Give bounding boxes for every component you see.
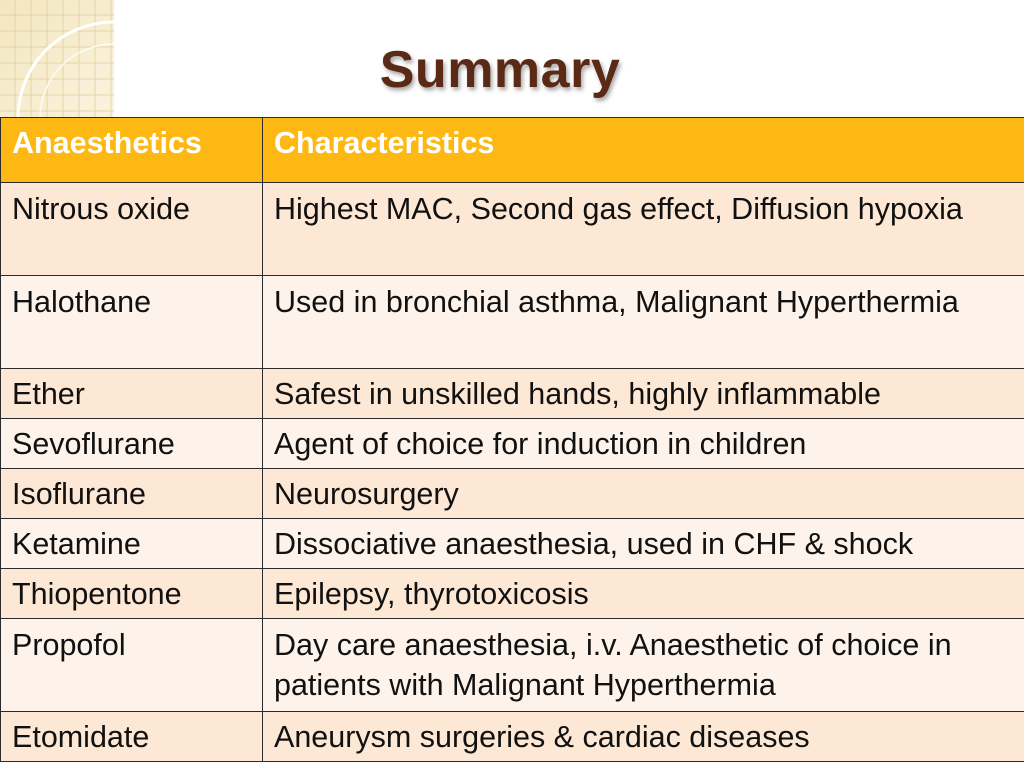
characteristics-cell: Used in bronchial asthma, Malignant Hyperthermia — [263, 276, 1024, 369]
anaesthetic-cell: Propofol — [1, 619, 263, 712]
table-row — [1, 619, 1024, 712]
characteristics-cell: Highest MAC, Second gas effect, Diffusion hypoxia — [263, 183, 1024, 276]
anaesthetic-cell: Nitrous oxide — [1, 183, 263, 276]
header-anaesthetics: Anaesthetics — [1, 118, 263, 183]
table-header-row — [1, 118, 1024, 183]
table-row — [1, 183, 1024, 276]
anaesthetic-cell: Isoflurane — [1, 469, 263, 519]
summary-table — [0, 117, 1024, 762]
table-row — [1, 469, 1024, 519]
characteristics-cell: Safest in unskilled hands, highly inflammable — [263, 369, 1024, 419]
characteristics-cell: Neurosurgery — [263, 469, 1024, 519]
table-row — [1, 569, 1024, 619]
characteristics-cell: Epilepsy, thyrotoxicosis — [263, 569, 1024, 619]
anaesthetic-cell: Thiopentone — [1, 569, 263, 619]
anaesthetic-cell: Etomidate — [1, 712, 263, 762]
table-row — [1, 419, 1024, 469]
anaesthetic-cell: Ether — [1, 369, 263, 419]
characteristics-cell: Day care anaesthesia, i.v. Anaesthetic of choice in patients with Malignant Hyperthermia — [263, 619, 1024, 712]
table-row — [1, 369, 1024, 419]
table-row — [1, 712, 1024, 762]
characteristics-cell: Agent of choice for induction in children — [263, 419, 1024, 469]
characteristics-cell: Aneurysm surgeries & cardiac diseases — [263, 712, 1024, 762]
anaesthetic-cell: Sevoflurane — [1, 419, 263, 469]
table-row — [1, 519, 1024, 569]
anaesthetic-cell: Halothane — [1, 276, 263, 369]
header-characteristics: Characteristics — [263, 118, 1024, 183]
slide-title: Summary — [379, 41, 621, 99]
table-row — [1, 276, 1024, 369]
characteristics-cell: Dissociative anaesthesia, used in CHF & shock — [263, 519, 1024, 569]
anaesthetic-cell: Ketamine — [1, 519, 263, 569]
